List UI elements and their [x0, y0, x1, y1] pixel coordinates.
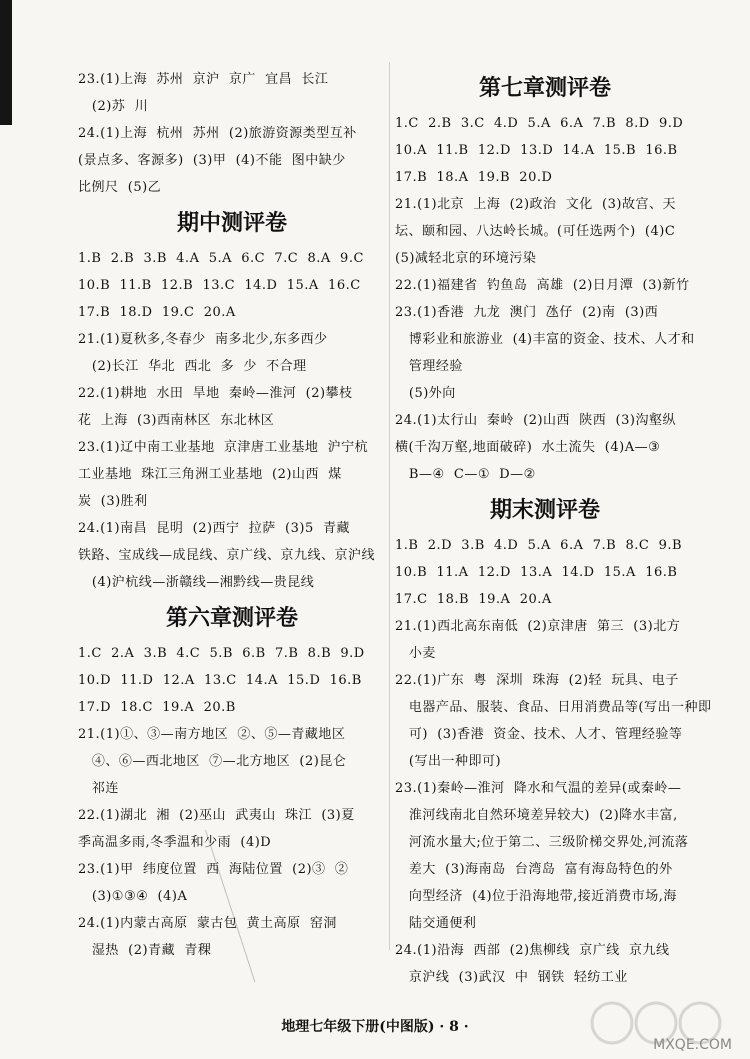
answer-line: 1.B 2.D 3.B 4.D 5.A 6.A 7.B 8.C 9.B	[395, 538, 683, 553]
answer-line: 22.(1)湖北 湘 (2)巫山 武夷山 珠江 (3)夏	[78, 808, 355, 823]
answer-line: 差大 (3)海南岛 台湾岛 富有海岛特色的外	[395, 862, 673, 877]
answer-line: 比例尺 (5)乙	[78, 180, 162, 195]
answer-line: 24.(1)太行山 秦岭 (2)山西 陕西 (3)沟壑纵	[395, 413, 676, 428]
answer-line: 小麦	[395, 646, 436, 661]
answer-line: (景点多、客源多) (3)甲 (4)不能 图中缺少	[78, 153, 346, 168]
answer-line: 10.D 11.D 12.A 13.C 14.A 15.D 16.B	[78, 673, 362, 688]
answer-line: 博彩业和旅游业 (4)丰富的资金、技术、人才和	[395, 332, 695, 347]
answer-line: 电器产品、服装、食品、日用消费品等(写出一种即	[395, 700, 712, 715]
left-top-answers	[78, 66, 386, 201]
answer-line: 铁路、宝成线—成昆线、京广线、京九线、京沪线	[78, 548, 376, 563]
answer-line: 向型经济 (4)位于沿海地带,接近消费市场,海	[395, 889, 677, 904]
answer-line: (2)苏 川	[78, 99, 149, 114]
answer-line: 季高温多雨,冬季温和少雨 (4)D	[78, 835, 272, 850]
answer-line: 24.(1)沿海 西部 (2)焦柳线 京广线 京九线	[395, 943, 670, 958]
answer-line: B—④ C—① D—②	[395, 467, 536, 482]
answer-line: ④、⑥—西北地区 ⑦—北方地区 (2)昆仑	[78, 754, 347, 769]
answer-line: 22.(1)广东 粤 深圳 珠海 (2)轻 玩具、电子	[395, 673, 679, 688]
answer-line: 炭 (3)胜利	[78, 494, 148, 509]
chapter6-answers	[78, 640, 386, 964]
answer-line: 23.(1)甲 纬度位置 西 海陆位置 (2)③ ②	[78, 862, 349, 877]
answer-line: 24.(1)内蒙古高原 蒙古包 黄土高原 窑洞	[78, 916, 337, 931]
answer-line: 坛、颐和园、八达岭长城。(可任选两个) (4)C	[395, 224, 676, 239]
answer-line: 21.(1)北京 上海 (2)政治 文化 (3)故宫、天	[395, 197, 676, 212]
answer-line: 17.D 18.C 19.A 20.B	[78, 700, 236, 715]
answer-line: 陆交通便利	[395, 916, 477, 931]
answer-line: 1.C 2.A 3.B 4.C 5.B 6.B 7.B 8.B 9.D	[78, 646, 365, 661]
answer-line: 京沪线 (3)武汉 中 钢铁 轻纺工业	[395, 970, 628, 985]
answer-line: 花 上海 (3)西南林区 东北林区	[78, 413, 275, 428]
answer-line: 淮河线南北自然环境差异较大) (2)降水丰富,	[395, 808, 678, 823]
answer-line: (4)沪杭线—浙赣线—湘黔线—贵昆线	[78, 575, 315, 590]
answer-line: 17.B 18.D 19.C 20.A	[78, 305, 236, 320]
final-answers	[395, 532, 712, 991]
answer-line: 横(千沟万壑,地面破碎) 水土流失 (4)A—③	[395, 440, 661, 455]
left-column	[78, 66, 386, 964]
answer-line: 24.(1)上海 杭州 苏州 (2)旅游资源类型互补	[78, 126, 357, 141]
answer-line: (写出一种即可)	[395, 754, 502, 769]
answer-line: 23.(1)上海 苏州 京沪 京广 宜昌 长江	[78, 72, 329, 87]
answer-line: 湿热 (2)青藏 青稞	[78, 943, 212, 958]
answer-line: 21.(1)①、③—南方地区 ②、⑤—青藏地区	[78, 727, 346, 742]
midterm-title: 期中测评卷	[176, 211, 287, 236]
answer-line: 21.(1)西北高东南低 (2)京津唐 第三 (3)北方	[395, 619, 681, 634]
page-footer: 地理七年级下册(中图版) · 8 ·	[281, 1019, 469, 1035]
answer-line: (5)减轻北京的环境污染	[395, 251, 537, 266]
answer-line: 1.B 2.B 3.B 4.A 5.A 6.C 7.C 8.A 9.C	[78, 251, 364, 266]
answer-line: 河流水量大;位于第二、三级阶梯交界处,河流落	[395, 835, 689, 850]
answer-line: (2)长江 华北 西北 多 少 不合理	[78, 359, 307, 374]
chapter7-title: 第七章测评卷	[478, 76, 611, 101]
answer-line: 10.B 11.A 12.D 13.A 14.D 15.A 16.B	[395, 565, 678, 580]
answer-line: 1.C 2.B 3.C 4.D 5.A 6.A 7.B 8.D 9.D	[395, 116, 684, 131]
answer-line: 21.(1)夏秋多,冬春少 南多北少,东多西少	[78, 332, 328, 347]
answer-line: 10.B 11.B 12.B 13.C 14.D 15.A 16.C	[78, 278, 361, 293]
midterm-answers	[78, 245, 386, 596]
answer-line: 管理经验	[395, 359, 463, 374]
watermark-text: MXQE.COM	[653, 1037, 732, 1053]
answer-line: 工业基地 珠江三角洲工业基地 (2)山西 煤	[78, 467, 342, 482]
answer-line: 22.(1)耕地 水田 旱地 秦岭—淮河 (2)攀枝	[78, 386, 353, 401]
answer-line: 23.(1)秦岭—淮河 降水和气温的差异(或秦岭—	[395, 781, 682, 796]
answer-line: 可) (3)香港 资金、技术、人才、管理经验等	[395, 727, 683, 742]
right-column	[395, 66, 712, 991]
answer-line: 17.C 18.B 19.A 20.A	[395, 592, 552, 607]
column-divider	[389, 62, 390, 950]
answer-line: 22.(1)福建省 钓鱼岛 高雄 (2)日月潭 (3)新竹	[395, 278, 690, 293]
answer-line: (5)外向	[395, 386, 456, 401]
answer-line: 24.(1)南昌 昆明 (2)西宁 拉萨 (3)5 青藏	[78, 521, 351, 536]
binding-strip	[0, 0, 12, 125]
chapter6-title: 第六章测评卷	[165, 606, 298, 631]
chapter7-answers	[395, 110, 695, 488]
answer-line: 23.(1)辽中南工业基地 京津唐工业基地 沪宁杭	[78, 440, 369, 455]
answer-line: 17.B 18.A 19.B 20.D	[395, 170, 553, 185]
answer-line: (3)①③④ (4)A	[78, 889, 188, 904]
final-title: 期末测评卷	[489, 498, 600, 523]
answer-line: 10.A 11.B 12.D 13.D 14.A 15.B 16.B	[395, 143, 678, 158]
answer-line: 23.(1)香港 九龙 澳门 氹仔 (2)南 (3)西	[395, 305, 659, 320]
answer-line: 祁连	[78, 781, 119, 796]
